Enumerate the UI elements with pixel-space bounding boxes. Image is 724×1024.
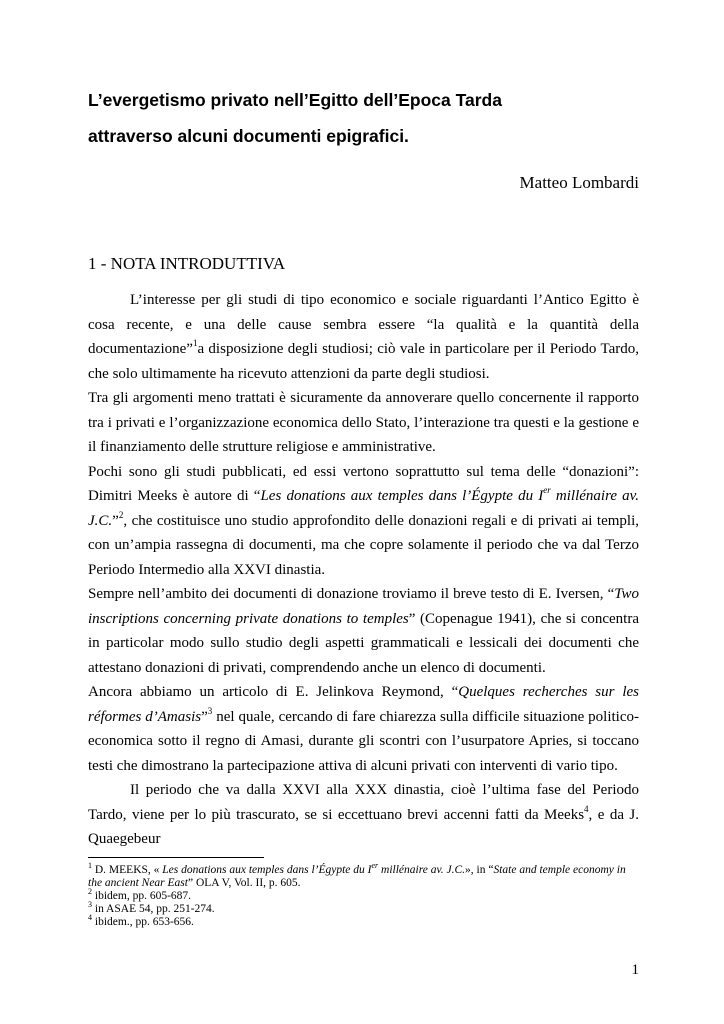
paragraph-3-text-a: Pochi sono gli studi pubblicati, ed essi vertono soprattutto sul tema delle “donazioni”: Dimitri Meeks è autore di “ — [88, 463, 639, 504]
title-line-1: L’evergetismo privato nell’Egitto dell’Epoca Tarda — [88, 90, 502, 110]
footnote-4 — [88, 913, 639, 929]
footnote-3 — [88, 900, 639, 916]
paragraph-5 — [88, 680, 639, 778]
meeks-title-part2: millénaire av. J.C. — [88, 488, 639, 529]
footnote-1-volume-italic: State and temple economy in the ancient Near East — [88, 864, 626, 889]
superscript-er: er — [543, 485, 551, 495]
footnote-divider — [88, 857, 264, 858]
footnote-1-number: 1 — [88, 861, 92, 871]
footnote-1-title-part1: Les donations aux temples dans l’Égypte du I — [162, 864, 372, 876]
author-name: Matteo Lombardi — [519, 173, 639, 192]
page-number: 1 — [631, 962, 639, 978]
paragraph-1 — [88, 288, 639, 386]
paragraph-3 — [88, 460, 639, 583]
footnote-1-text-a: D. M — [92, 864, 120, 876]
footnote-3-text: in ASAE 54, pp. 251-274. — [92, 903, 215, 915]
footnote-1-title-italic — [162, 861, 466, 876]
paragraph-3-text-c: , che costituisce uno studio approfondito delle donazioni regali e di privati ai templi, con un’ampia rassegna di documenti, ma che copre solamente il periodo che va dal Terzo Periodo Intermedio alla XXVI dinastia. — [88, 512, 639, 578]
document-page — [88, 0, 639, 1024]
footnote-1-text-b: , « — [147, 864, 163, 876]
paragraph-4-text-a: Sempre nell’ambito dei documenti di donazione troviamo il breve testo di E. Iversen, “ — [88, 586, 615, 602]
paragraph-6-text-b: , e da J. Quaegebeur — [88, 806, 639, 847]
footnote-2-text: ibidem, pp. 605-687. — [92, 890, 192, 902]
paragraph-5-text-b: ” — [201, 708, 208, 725]
footnote-1-text-c: », in “ — [465, 864, 494, 876]
body-text — [88, 288, 639, 852]
footnote-ref-2[interactable]: 2 — [118, 509, 124, 520]
footnote-2-number: 2 — [88, 887, 92, 897]
footnote-ref-1[interactable]: 1 — [192, 338, 198, 348]
footnote-ref-3[interactable]: 3 — [207, 705, 213, 716]
meeks-title-part1: Les donations aux temples dans l’Égypte du I — [260, 488, 544, 504]
footnote-3-number: 3 — [88, 900, 92, 910]
paragraph-5-text-a: Ancora abbiamo un articolo di E. Jelinkova Reymond, “ — [88, 684, 459, 700]
footnote-1-author-smallcaps: EEKS — [119, 864, 148, 876]
paragraph-6-text-a: Il periodo che va dalla XXVI alla XXX dinastia, cioè l’ultima fase del Periodo Tardo, viene per lo più trascurato, se si eccettuano brevi accenni fatti da Meeks — [88, 782, 639, 823]
paragraph-4 — [88, 582, 639, 680]
paragraph-2: Tra gli argomenti meno trattati è sicuramente da annoverare quello concernente il rapporto tra i privati e l’organizzazione economica dello Stato, l’interazione tra questi e la gestione e il finanziamento delle strutture religiose e amministrative. — [88, 390, 639, 455]
footnote-1-title-part2: millénaire av. J.C. — [378, 864, 466, 876]
footnote-1-text-d: ” OLA V, Vol. II, p. 605. — [187, 877, 301, 889]
paragraph-6 — [88, 778, 639, 852]
paragraph-4-text-b: ” (Copenague 1941), che si concentra in particolar modo sullo studio degli aspetti grammaticali e lessicali dei documenti che attestano donazioni di privati, comprendendo anche un elenco di documenti. — [88, 610, 639, 676]
footnote-1 — [88, 861, 639, 890]
iversen-title-italic: Two inscriptions concerning private donations to temples — [88, 586, 639, 627]
footnotes — [88, 861, 639, 929]
paragraph-1-text-a: L’interesse per gli studi di tipo economico e sociale riguardanti l’Antico Egitto è cosa recente, e una delle cause sembra essere “la qualità e la quantità della documentazione” — [88, 292, 639, 357]
reymond-title-italic: Quelques recherches sur les réformes d’Amasis — [88, 684, 639, 725]
paragraph-5-text-c: nel quale, cercando di fare chiarezza sulla difficile situazione politico-economica sotto il regno di Amasi, durante gli scontri con l’usurpatore Apries, si toccano testi che dimostrano la partecipazione attiva di alcuni privati con interventi di vario tipo. — [88, 708, 639, 774]
paragraph-1-text-b: a disposizione degli studiosi; ciò vale in particolare per il Periodo Tardo, che solo ultimamente ha ricevuto attenzioni da parte degli studiosi. — [88, 341, 639, 382]
footnote-1-superscript-er: er — [371, 861, 379, 871]
footnote-2 — [88, 887, 639, 903]
section-heading: 1 - NOTA INTRODUTTIVA — [88, 254, 286, 273]
paragraph-3-text-b: ” — [112, 512, 119, 529]
footnote-4-text: ibidem., pp. 653-656. — [92, 916, 194, 928]
footnote-ref-4[interactable]: 4 — [584, 803, 589, 814]
footnote-4-number: 4 — [88, 913, 92, 923]
title-line-2: attraverso alcuni documenti epigrafici. — [88, 126, 409, 146]
